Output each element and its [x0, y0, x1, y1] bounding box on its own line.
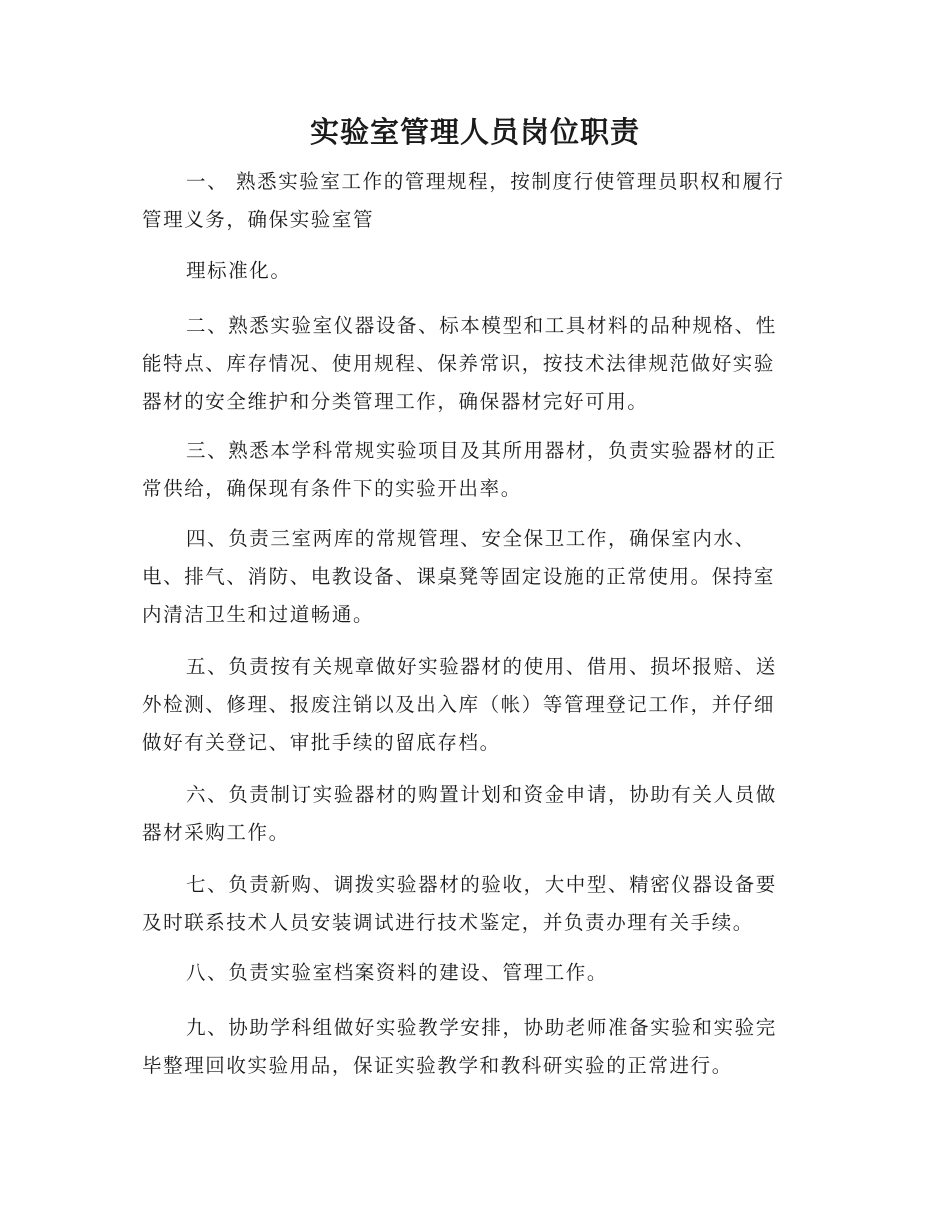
paragraph-line: 外检测、修理、报废注销以及出入库（帐）等管理登记工作，并仔细 [142, 693, 776, 716]
paragraph-line: 内清洁卫生和过道畅通。 [142, 603, 375, 626]
paragraph-line: 七、负责新购、调拨实验器材的验收，大中型、精密仪器设备要 [186, 873, 777, 896]
paragraph-line: 管理义务，确保实验室管 [142, 208, 375, 231]
paragraph-4 [142, 520, 802, 634]
paragraph-1 [142, 163, 802, 239]
paragraph-line: 八、负责实验室档案资料的建设、管理工作。 [186, 961, 609, 984]
paragraph-line: 做好有关登记、审批手续的留底存档。 [142, 731, 501, 754]
paragraph-3 [142, 432, 802, 508]
paragraph-line: 四、负责三室两库的常规管理、安全保卫工作，确保室内水、 [186, 527, 756, 550]
paragraph-line: 电、排气、消防、电教设备、课桌凳等固定设施的正常使用。保持室 [142, 565, 776, 588]
paragraph-line: 五、负责按有关规章做好实验器材的使用、借用、损坏报赔、送 [186, 655, 777, 678]
paragraph-line: 一、 熟悉实验室工作的管理规程，按制度行使管理员职权和履行 [186, 170, 785, 193]
paragraph-9 [142, 1009, 802, 1085]
paragraph-line: 器材采购工作。 [142, 821, 290, 844]
paragraph-1-continued [142, 252, 802, 290]
paragraph-6 [142, 776, 802, 852]
paragraph-line: 毕整理回收实验用品，保证实验教学和教科研实验的正常进行。 [142, 1054, 733, 1077]
page-title: 实验室管理人员岗位职责 [309, 115, 640, 149]
paragraph-5 [142, 648, 802, 762]
paragraph-line: 常供给，确保现有条件下的实验开出率。 [142, 477, 522, 500]
paragraph-2 [142, 307, 802, 421]
paragraph-line: 三、熟悉本学科常规实验项目及其所用器材，负责实验器材的正 [186, 439, 777, 462]
paragraph-line: 二、熟悉实验室仪器设备、标本模型和工具材料的品种规格、性 [186, 314, 777, 337]
paragraph-7 [142, 866, 802, 942]
paragraph-line: 能特点、库存情况、使用规程、保养常识，按技术法律规范做好实验 [142, 352, 776, 375]
paragraph-line: 及时联系技术人员安装调试进行技术鉴定，并负责办理有关手续。 [142, 911, 754, 934]
paragraph-line: 理标准化。 [186, 259, 292, 282]
paragraph-line: 六、负责制订实验器材的购置计划和资金申请，协助有关人员做 [186, 783, 777, 806]
paragraph-8 [142, 954, 802, 992]
paragraph-line: 九、协助学科组做好实验教学安排，协助老师准备实验和实验完 [186, 1016, 777, 1039]
paragraph-line: 器材的安全维护和分类管理工作，确保器材完好可用。 [142, 390, 649, 413]
